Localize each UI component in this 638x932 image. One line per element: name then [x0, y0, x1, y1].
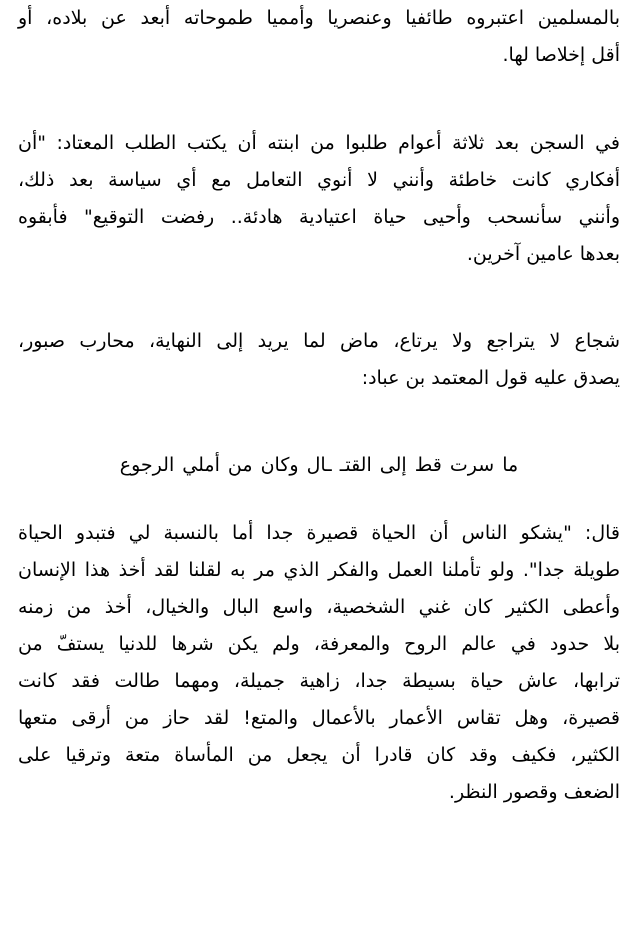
- paragraph-4-line-4: بلا حدود في عالم الروح والمعرفة، ولم يكن شرها للدنيا يستفّ من: [18, 633, 620, 655]
- paragraph-2-line-3: وأنني سأنسحب وأحيى حياة اعتيادية هادئة.. رفضت التوقيع" فأبقوه: [18, 206, 620, 228]
- paragraph-4-line-5: ترابها، عاش حياة بسيطة جدا، زاهية جميلة، ومهما طالت فقد كانت: [18, 670, 620, 692]
- paragraph-3: [18, 323, 620, 397]
- poem-verse-line: ما سرت قط إلى القتـ ـال وكان من أملي الرجوع: [119, 454, 519, 476]
- paragraph-2-line-2: أفكاري كانت خاطئة وأنني لا أنوي التعامل مع أي سياسة بعد ذلك،: [18, 169, 620, 191]
- paragraph-4-line-1: قال: "يشكو الناس أن الحياة قصيرة جدا أما بالنسبة لي فتبدو الحياة: [18, 522, 620, 544]
- paragraph-1-line-1: بالمسلمين اعتبروه طائفيا وعنصريا وأمميا طموحاته أبعد عن بلاده، أو: [18, 7, 620, 29]
- paragraph-2-line-1: في السجن بعد ثلاثة أعوام طلبوا من ابنته أن يكتب الطلب المعتاد: "أن: [18, 132, 620, 154]
- paragraph-2: [18, 125, 620, 273]
- paragraph-4-line-3: وأعطى الكثير كان غني الشخصية، واسع البال والخيال، أخذ من زمنه: [18, 596, 620, 618]
- paragraph-4-line-8: الضعف وقصور النظر.: [448, 781, 620, 803]
- document-page: [18, 0, 620, 932]
- paragraph-4: [18, 515, 620, 811]
- paragraph-4-line-7: الكثير، فكيف وقد كان قادرا أن يجعل من المأساة متعة وترقيا على: [18, 744, 620, 766]
- paragraph-2-line-4: بعدها عامين آخرين.: [466, 243, 620, 265]
- paragraph-4-line-2: طويلة جدا". ولو تأملنا العمل والفكر الذي مر به لقلنا لقد أخذ هذا الإنسان: [18, 559, 620, 581]
- paragraph-1-line-2: أقل إخلاصا لها.: [502, 44, 620, 66]
- poem-verse: [18, 447, 620, 484]
- paragraph-1: [18, 0, 620, 74]
- paragraph-4-line-6: قصيرة، وهل تقاس الأعمار بالأعمال والمتع! لقد حاز من أرقى متعها: [18, 707, 620, 729]
- paragraph-3-line-2: يصدق عليه قول المعتمد بن عباد:: [361, 367, 620, 389]
- paragraph-3-line-1: شجاع لا يتراجع ولا يرتاع، ماض لما يريد إلى النهاية، محارب صبور،: [18, 330, 620, 352]
